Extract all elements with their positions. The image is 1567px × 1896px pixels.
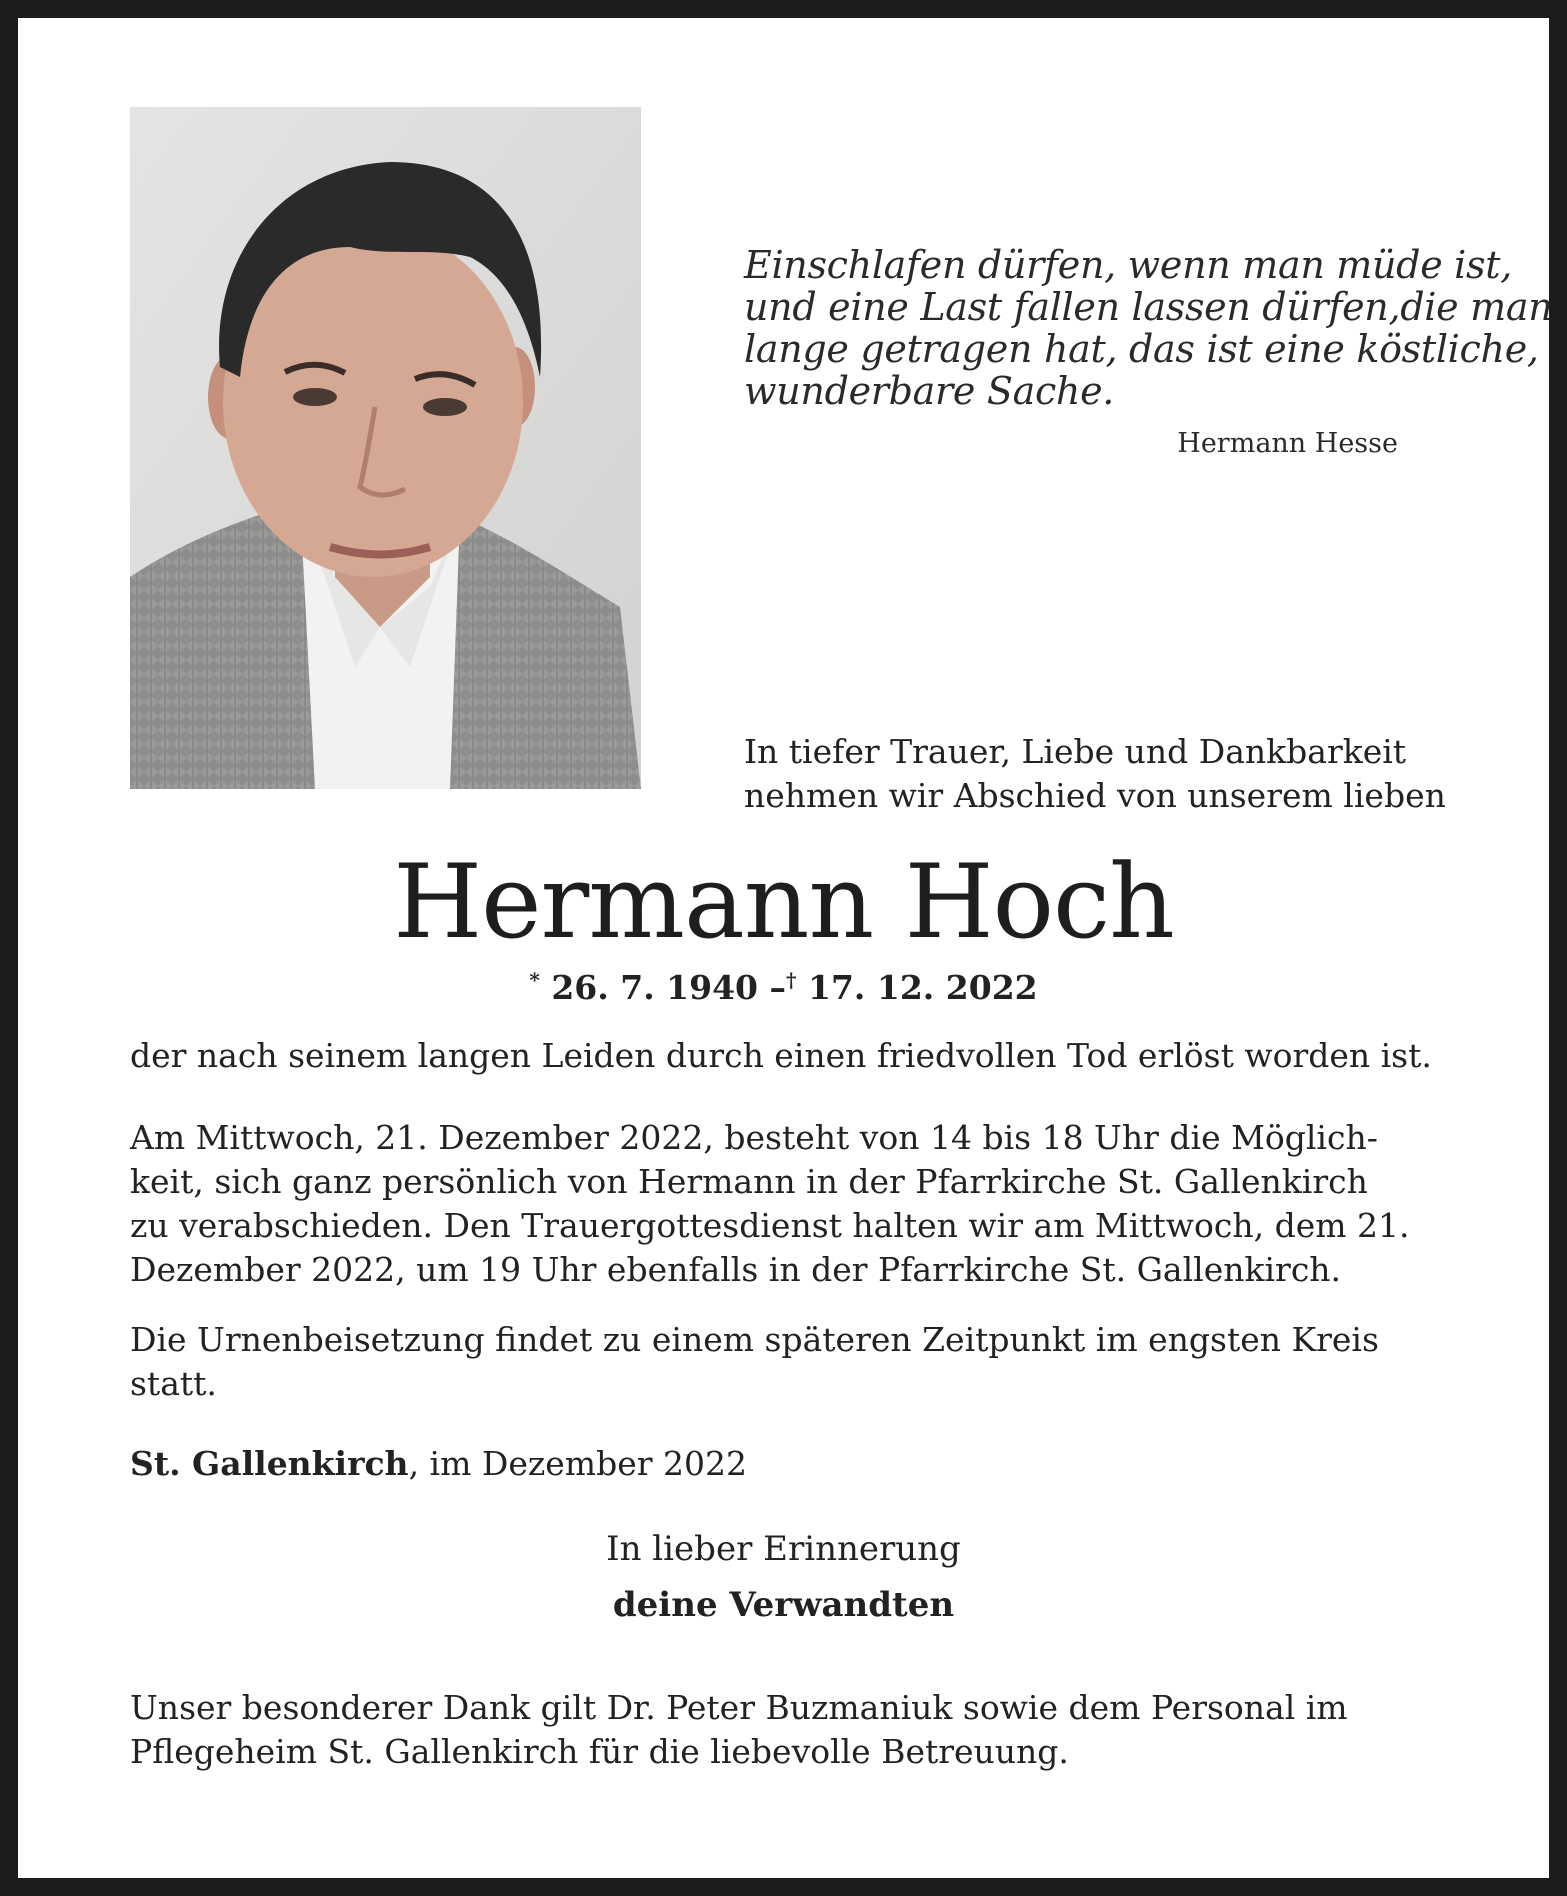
paragraph-line: Pflegeheim St. Gallenkirch für die liebevolle Betreuung. [130, 1732, 1069, 1771]
intro-line: In tiefer Trauer, Liebe und Dankbarkeit [744, 732, 1407, 771]
portrait-illustration [130, 107, 641, 789]
place-rest: , im Dezember 2022 [408, 1444, 747, 1483]
obituary-page [18, 18, 1553, 1878]
hesse-quote [744, 243, 1553, 413]
birth-symbol: * [529, 968, 540, 992]
birth-date: 26. 7. 1940 [551, 968, 759, 1007]
place-date-line [130, 1442, 1420, 1486]
quote-line: wunderbare Sache. [744, 369, 1115, 413]
closing-remembrance: In lieber Erinnerung [606, 1529, 961, 1569]
paragraph-urn [130, 1318, 1420, 1406]
portrait-photo [130, 107, 641, 789]
quote-line: lange getragen hat, das ist eine köstliche, [744, 327, 1539, 371]
paragraph-line: zu verabschieden. Den Trauergottesdienst halten wir am Mittwoch, dem 21. [130, 1206, 1410, 1245]
paragraph-line: der nach seinem langen Leiden durch einen friedvollen Tod erlöst worden ist. [130, 1036, 1432, 1075]
paragraph-line: statt. [130, 1364, 217, 1403]
date-dash: – [769, 968, 787, 1007]
life-dates [18, 968, 1549, 1007]
closing-signature: deine Verwandten [612, 1585, 955, 1625]
paragraph-release [130, 1034, 1432, 1078]
paragraph-line: keit, sich ganz persönlich von Hermann in der Pfarrkirche St. Gallenkirch [130, 1162, 1368, 1201]
quote-line: und eine Last fallen lassen dürfen,die man [744, 285, 1553, 329]
paragraph-line: Dezember 2022, um 19 Uhr ebenfalls in der Pfarrkirche St. Gallenkirch. [130, 1250, 1342, 1289]
paragraph-line: Unser besonderer Dank gilt Dr. Peter Buzmaniuk sowie dem Personal im [130, 1688, 1348, 1727]
quote-line: Einschlafen dürfen, wenn man müde ist, [744, 243, 1512, 287]
intro-text [744, 730, 1454, 818]
intro-line: nehmen wir Abschied von unserem lieben [744, 776, 1446, 815]
paragraph-line: Die Urnenbeisetzung findet zu einem späteren Zeitpunkt im engsten Kreis [130, 1320, 1379, 1359]
deceased-name: Hermann Hoch [393, 843, 1174, 962]
death-symbol: † [786, 968, 797, 992]
paragraph-line: Am Mittwoch, 21. Dezember 2022, besteht von 14 bis 18 Uhr die Möglich- [130, 1118, 1378, 1157]
death-date: 17. 12. 2022 [807, 968, 1038, 1007]
quote-author: Hermann Hesse [1177, 428, 1398, 459]
place-town: St. Gallenkirch [130, 1444, 409, 1483]
paragraph-thanks [130, 1686, 1420, 1774]
place-date-text [130, 1442, 1420, 1486]
paragraph-service [130, 1116, 1420, 1292]
